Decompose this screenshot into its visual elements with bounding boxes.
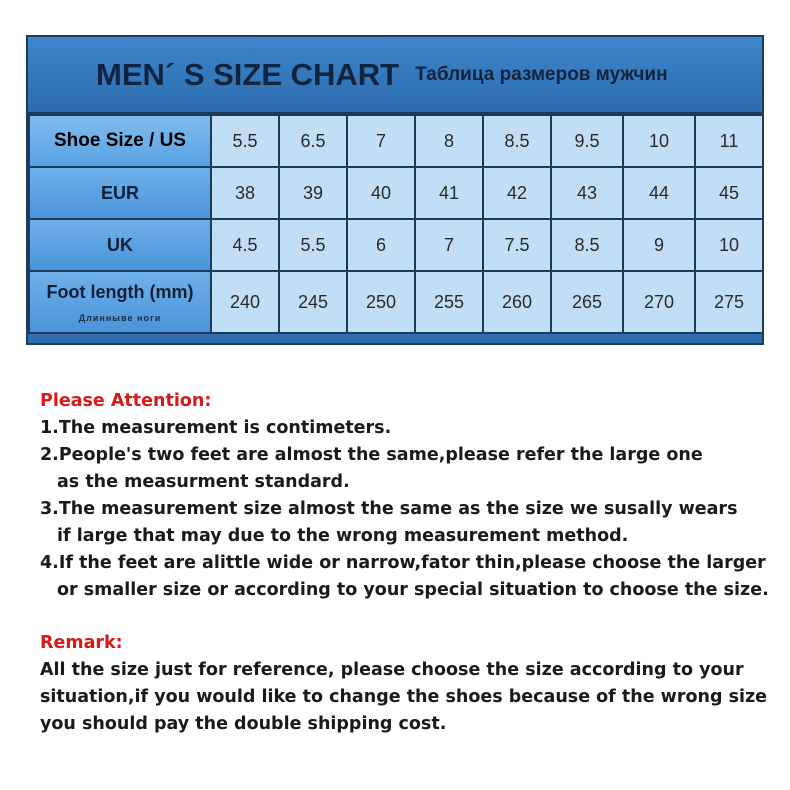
size-cell: 42 [483,167,551,219]
size-cell: 9.5 [551,115,623,167]
remark-line-2: situation,if you would like to change the shoes because of the wrong size [40,687,768,707]
size-cell: 250 [347,271,415,333]
attention-item-3: 3.The measurement size almost the same as the size we susally wears [40,499,738,519]
size-row-us [29,115,763,167]
size-cell: 10 [695,219,763,271]
remark-heading: Remark: [40,633,123,653]
size-cell: 39 [279,167,347,219]
row-label-uk [29,219,211,271]
attention-item-4: 4.If the feet are alittle wide or narrow,fator thin,please choose the larger [40,553,766,573]
chart-title-en: MEN´ S SIZE CHART [96,56,400,92]
size-cell: 245 [279,271,347,333]
remark-line-3: you should pay the double shipping cost. [40,714,447,734]
attention-heading: Please Attention: [40,391,212,411]
size-cell: 265 [551,271,623,333]
size-cell: 43 [551,167,623,219]
size-cell: 275 [695,271,763,333]
size-row-uk [29,219,763,271]
size-cell: 6.5 [279,115,347,167]
size-cell: 10 [623,115,695,167]
size-cell: 7 [415,219,483,271]
size-cell: 5.5 [211,115,279,167]
size-row-eur [29,167,763,219]
size-cell: 41 [415,167,483,219]
size-cell: 5.5 [279,219,347,271]
attention-item-1: 1.The measurement is contimeters. [40,418,392,438]
size-cell: 11 [695,115,763,167]
size-cell: 8 [415,115,483,167]
attention-item-3-cont: if large that may due to the wrong measurement method. [57,526,629,546]
row-label-text: UK [107,234,133,255]
attention-item-2: 2.People's two feet are almost the same,please refer the large one [40,445,703,465]
size-cell: 8.5 [483,115,551,167]
row-label-text: Shoe Size / US [54,130,186,151]
size-cell: 9 [623,219,695,271]
attention-item-2-cont: as the measurment standard. [57,472,350,492]
size-row-foot-length [29,271,763,333]
chart-title-ru: Таблица размеров мужчин [415,63,668,85]
size-cell: 45 [695,167,763,219]
chart-header [28,37,762,114]
size-cell: 4.5 [211,219,279,271]
size-cell: 40 [347,167,415,219]
row-label-us [29,115,211,167]
size-cell: 260 [483,271,551,333]
size-cell: 6 [347,219,415,271]
size-chart [26,35,764,345]
notes-section [40,388,770,738]
size-table [28,114,764,334]
size-cell: 8.5 [551,219,623,271]
size-cell: 7.5 [483,219,551,271]
size-cell: 38 [211,167,279,219]
row-label-foot-length [29,271,211,333]
size-cell: 255 [415,271,483,333]
row-label-text: EUR [100,182,139,203]
row-sublabel-text: Длиннывe ноги [78,312,162,323]
attention-item-4-cont: or smaller size or according to your special situation to choose the size. [57,580,769,600]
size-cell: 240 [211,271,279,333]
row-label-text: Foot length (mm) [46,281,194,302]
size-cell: 7 [347,115,415,167]
remark-line-1: All the size just for reference, please choose the size according to your [40,660,744,680]
row-label-eur [29,167,211,219]
size-cell: 270 [623,271,695,333]
size-cell: 44 [623,167,695,219]
